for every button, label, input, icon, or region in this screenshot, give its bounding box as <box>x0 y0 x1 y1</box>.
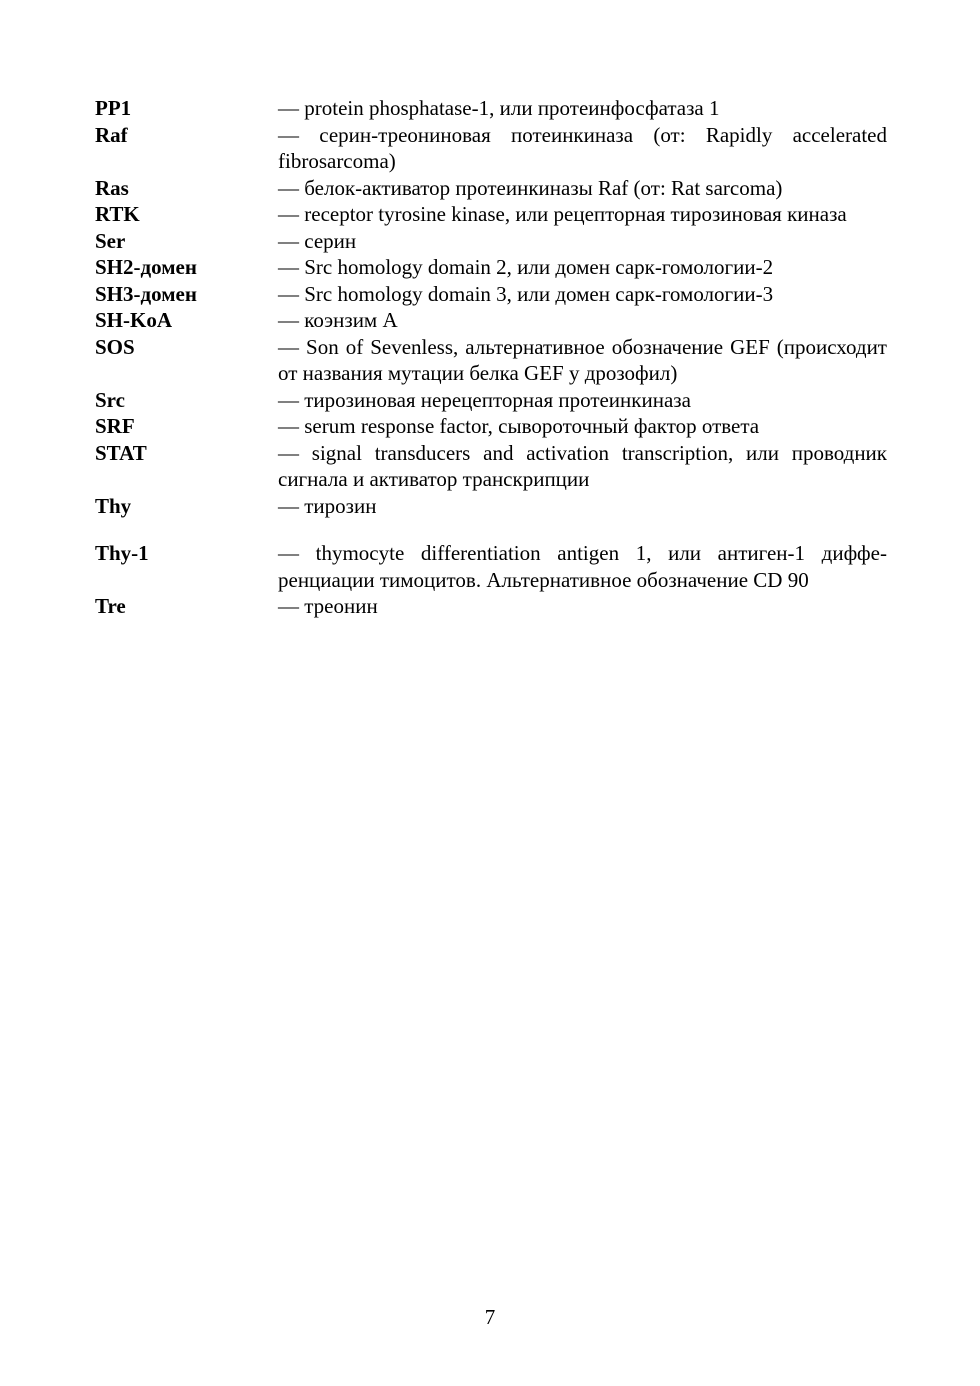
glossary-term: STAT <box>95 440 147 465</box>
glossary-term: SOS <box>95 334 135 359</box>
glossary-term: Ser <box>95 228 126 253</box>
glossary-entry <box>95 122 887 175</box>
glossary-term: PP1 <box>95 96 132 120</box>
glossary-definition: — thymocyte differentiation antigen 1, или антиген-1 дифференциации тимоцитов. Альтернативное обозначение CD 90 <box>278 541 887 592</box>
glossary-definition: — receptor tyrosine kinase, или рецепторная тирозиновая киназа <box>278 202 847 226</box>
glossary-definition: — тирозин <box>278 493 377 518</box>
glossary-definition: — серин-треониновая потеинкиназа (от: Rapidly accelerated fibrosarcoma) <box>278 122 887 173</box>
glossary-entry <box>95 493 887 520</box>
glossary-entry <box>95 228 887 255</box>
glossary-definition: — Son of Sevenless, альтернативное обозначение GEF (происходит от названия мутации белка GEF у дрозофил) <box>278 334 887 385</box>
glossary-term: RTK <box>95 202 140 226</box>
glossary-term: SH-KoA <box>95 308 173 332</box>
glossary-term: SRF <box>95 414 135 438</box>
glossary-entry <box>95 593 887 620</box>
glossary-term: Thy <box>95 493 132 518</box>
page-number: 7 <box>484 1305 496 1329</box>
glossary-entry <box>95 281 887 308</box>
glossary-entry <box>95 387 887 414</box>
glossary-definition: — тирозиновая нерецепторная протеинкиназа <box>278 387 691 412</box>
glossary-term: Src <box>95 387 125 412</box>
glossary-definition: — серин <box>278 228 357 253</box>
glossary-entry <box>95 440 887 493</box>
glossary-term: SH2-домен <box>95 255 197 279</box>
glossary-entry <box>95 201 887 228</box>
glossary-definition: — signal transducers and activation transcription, или проводник сигнала и активатор транскрипции <box>278 440 887 491</box>
glossary-entry <box>95 334 887 387</box>
glossary-entry <box>95 540 887 593</box>
glossary-definition: — protein phosphatase-1, или протеинфосфатаза 1 <box>278 96 720 120</box>
glossary-entry <box>95 254 887 281</box>
glossary-term: Thy-1 <box>95 541 149 565</box>
glossary-entry <box>95 413 887 440</box>
glossary-term: SH3-домен <box>95 281 197 306</box>
glossary-term: Tre <box>95 594 126 618</box>
glossary-term: Ras <box>95 175 129 200</box>
glossary-list <box>95 95 887 620</box>
glossary-definition: — треонин <box>278 594 378 618</box>
glossary-definition: — коэнзим А <box>278 308 398 332</box>
glossary-entry <box>95 307 887 334</box>
glossary-definition: — serum response factor, сывороточный фактор ответа <box>278 414 760 438</box>
glossary-definition: — Src homology domain 2, или домен сарк-гомологии-2 <box>278 255 774 279</box>
glossary-entry <box>95 95 887 122</box>
glossary-definition: — белок-активатор протеинкиназы Raf (от: Rat sarcoma) <box>278 175 783 200</box>
glossary-entry <box>95 175 887 202</box>
glossary-term: Raf <box>95 122 128 147</box>
glossary-definition: — Src homology domain 3, или домен сарк-гомологии-3 <box>278 281 774 306</box>
